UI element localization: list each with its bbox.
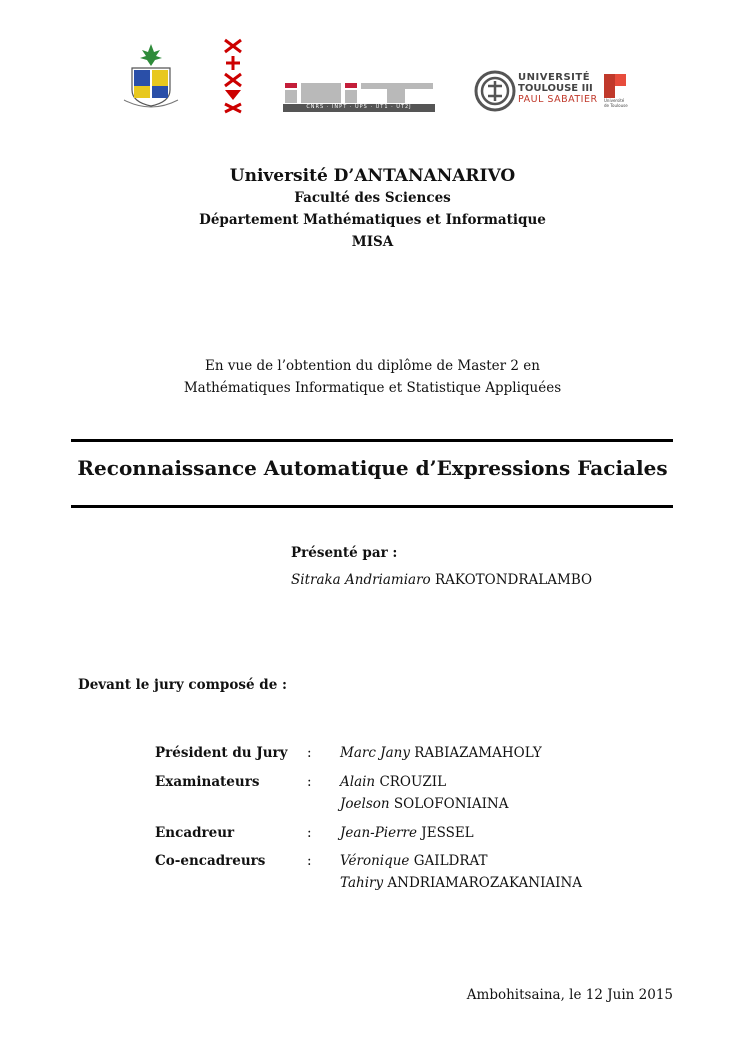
jury-names [340,742,542,764]
person-last-name: JESSEL [421,825,474,841]
person-first-name: Tahiry [340,875,384,891]
jury-names [340,771,508,815]
jury-colon: : [307,825,312,841]
title-rule-bottom [71,505,673,508]
presenter-label: Présenté par : [291,545,398,561]
jury-names [340,822,474,844]
person-first-name: Alain [340,774,376,790]
department-name: Département Mathématiques et Informatique [199,212,546,228]
person-first-name: Jean-Pierre [340,825,417,841]
place-date: Ambohitsaina, le 12 Juin 2015 [466,987,673,1003]
ut3-name-block [518,72,598,105]
jury-person [340,850,582,872]
person-first-name: Marc Jany [340,745,410,761]
logo-university-antananarivo [120,40,182,112]
jury-person [340,742,542,764]
thesis-title: Reconnaissance Automatique d’Expressions Faciales [77,456,668,480]
ut3-line3: PAUL SABATIER [518,94,598,105]
presenter-first-names: Sitraka Andriamiaro [291,572,431,588]
jury-colon: : [307,774,312,790]
jury-role: Co-encadreurs [155,853,266,869]
jury-heading: Devant le jury composé de : [78,677,287,693]
title-rule-top [71,439,673,442]
irit-subtitle: CNRS · INPT · UPS · UT1 · UT2J [306,104,412,110]
jury-role: Président du Jury [155,745,288,761]
jury-person [340,793,508,815]
jury-colon: : [307,745,312,761]
jury-person [340,771,508,793]
person-first-name: Véronique [340,853,410,869]
degree-line-2: Mathématiques Informatique et Statistique Appliquées [183,380,562,396]
person-last-name: SOLOFONIAINA [393,796,509,812]
jury-person [340,822,474,844]
jury-role: Encadreur [155,825,235,841]
logo-faculte-sciences [222,38,244,114]
ut3-line1: UNIVERSITÉ [518,72,591,83]
person-first-name: Joelson [340,796,390,812]
jury-names [340,850,582,894]
person-last-name: GAILDRAT [413,853,488,869]
presenter-name [291,572,592,588]
ut3-line2: TOULOUSE III [518,83,593,94]
university-name: Université D’ANTANANARIVO [229,166,516,186]
jury-role: Examinateurs [155,774,260,790]
degree-line-1: En vue de l’obtention du diplôme de Master 2 en [205,358,540,374]
ut3-side-label: Université de Toulouse [604,98,628,108]
person-last-name: CROUZIL [379,774,447,790]
jury-colon: : [307,853,312,869]
person-last-name: RABIAZAMAHOLY [414,745,542,761]
faculty-name: Faculté des Sciences [294,190,451,206]
program-name: MISA [351,234,394,250]
presenter-last-name: RAKOTONDRALAMBO [434,572,593,588]
logo-irit [283,80,435,112]
jury-person [340,872,582,894]
person-last-name: ANDRIAMAROZAKANIAINA [387,875,583,891]
logo-universite-toulouse-iii [474,68,634,114]
